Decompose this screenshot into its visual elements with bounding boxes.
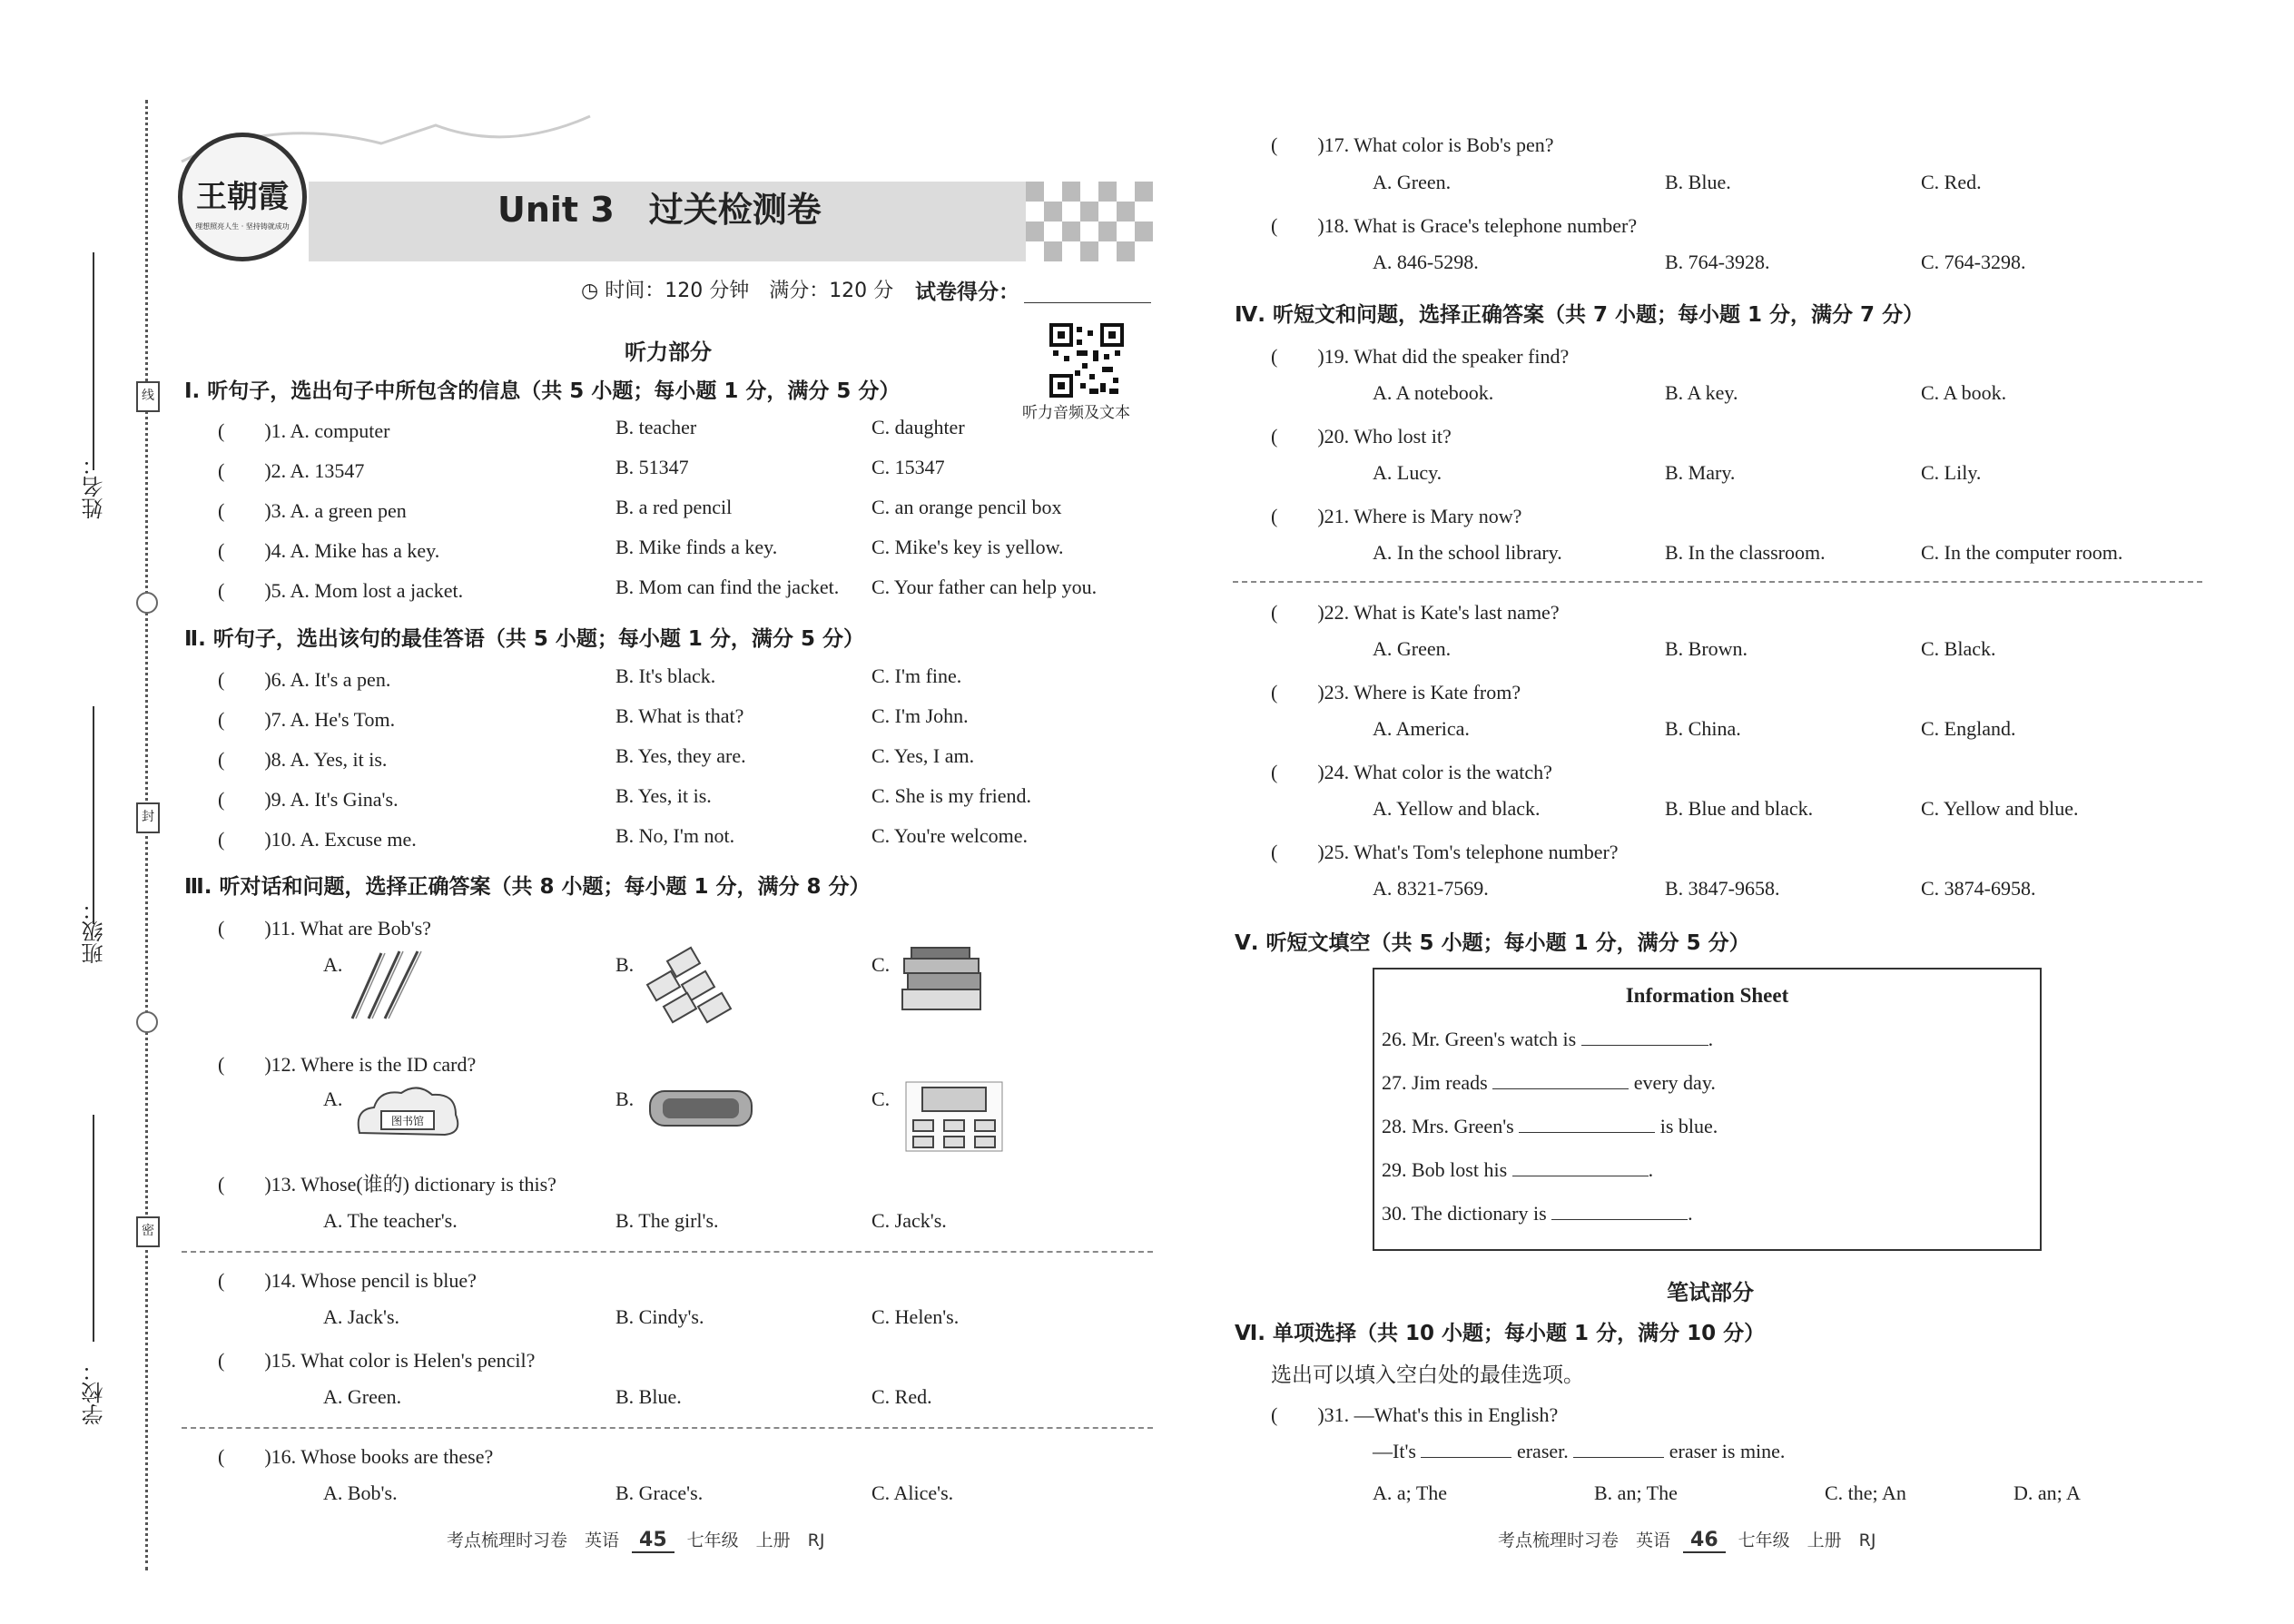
seal-mark-line: 线 <box>136 381 160 412</box>
seal-mark-seal: 封 <box>136 802 160 833</box>
information-sheet <box>1373 968 2042 1251</box>
picture-option-c-label[interactable]: C. <box>871 953 891 976</box>
option-b[interactable]: B. Blue. <box>615 1385 682 1408</box>
brand-logo: 王朝霞 理想照亮人生 · 坚持铸就成功 <box>178 133 307 261</box>
option-b[interactable]: B. a red pencil <box>615 496 733 518</box>
question-17[interactable]: ( )17. What color is Bob's pen? <box>1271 133 1554 156</box>
option-a[interactable]: A. America. <box>1373 717 1470 740</box>
page-number: 46 <box>1683 1529 1726 1553</box>
option-c[interactable]: C. She is my friend. <box>871 784 1031 807</box>
pencils-icon[interactable] <box>345 946 445 1022</box>
library-building-icon[interactable] <box>354 1080 463 1144</box>
question-25[interactable]: ( )25. What's Tom's telephone number? <box>1271 841 1619 863</box>
option-c[interactable]: C. I'm fine. <box>871 664 962 687</box>
library-sign: 图书馆 <box>390 1115 425 1127</box>
question-18[interactable]: ( )18. What is Grace's telephone number? <box>1271 214 1638 237</box>
question-20[interactable]: ( )20. Who lost it? <box>1271 425 1452 448</box>
option-a[interactable]: A. 8321-7569. <box>1373 877 1489 900</box>
option-a[interactable]: A. Lucy. <box>1373 461 1442 484</box>
binding-dotted-line <box>145 100 148 1570</box>
answer-blank-31a[interactable] <box>1421 1457 1511 1458</box>
option-b[interactable]: B. Grace's. <box>615 1481 704 1504</box>
binding-hole-icon <box>136 1011 158 1033</box>
option-a[interactable]: A. In the school library. <box>1373 541 1562 564</box>
option-c[interactable]: C. Red. <box>1921 171 1982 193</box>
books-stack-icon[interactable] <box>897 944 988 1020</box>
page-number: 45 <box>632 1529 674 1553</box>
option-b[interactable]: B. teacher <box>615 416 697 438</box>
divider <box>1233 581 2202 583</box>
clock-icon: ◷ <box>581 280 605 302</box>
option-c[interactable]: C. Yellow and blue. <box>1921 797 2079 820</box>
question-6[interactable]: ( )6. A. It's a pen. <box>218 668 391 691</box>
divider <box>182 1427 1153 1429</box>
option-a[interactable]: A. The teacher's. <box>323 1209 458 1232</box>
option-c[interactable]: C. Lily. <box>1921 461 1982 484</box>
section-4-title: Ⅳ. 听短文和问题，选择正确答案（共 7 小题；每小题 1 分，满分 7 分） <box>1235 303 1925 327</box>
question-31-sentence: —It's eraser. eraser is mine. <box>1373 1440 1786 1462</box>
option-c[interactable]: C. England. <box>1921 717 2016 740</box>
option-b[interactable]: B. Blue. <box>1665 171 1731 193</box>
section-5-title: Ⅴ. 听短文填空（共 5 小题；每小题 1 分，满分 5 分） <box>1235 931 1750 955</box>
question-9[interactable]: ( )9. A. It's Gina's. <box>218 788 399 811</box>
option-c[interactable]: C. Helen's. <box>871 1305 960 1328</box>
option-b[interactable]: B. Mom can find the jacket. <box>615 576 840 598</box>
option-b[interactable]: B. Brown. <box>1665 637 1748 660</box>
option-c[interactable]: C. Mike's key is yellow. <box>871 536 1064 558</box>
exam-meta: ◷ 时间：120 分钟 满分：120 分 <box>581 280 894 302</box>
information-sheet-title: Information Sheet <box>1625 984 1789 1007</box>
option-a[interactable]: A. Yellow and black. <box>1373 797 1541 820</box>
qr-caption: 听力音频及文本 <box>1022 404 1130 422</box>
written-heading: 笔试部分 <box>1667 1280 1754 1305</box>
picture-option-b-label[interactable]: B. <box>615 953 635 976</box>
option-c[interactable]: C. Jack's. <box>871 1209 947 1232</box>
option-b[interactable]: B. No, I'm not. <box>615 824 735 847</box>
option-b[interactable]: B. What is that? <box>615 704 744 727</box>
option-c[interactable]: C. In the computer room. <box>1921 541 2123 564</box>
question-31[interactable]: ( )31. —What's this in English? <box>1271 1403 1559 1426</box>
option-b[interactable]: B. an; The <box>1594 1481 1678 1504</box>
class-label: 班级： <box>82 899 107 964</box>
option-a[interactable]: A. Bob's. <box>323 1481 398 1504</box>
section-6-title: Ⅵ. 单项选择（共 10 小题；每小题 1 分，满分 10 分） <box>1235 1322 1766 1345</box>
picture-option-c-label[interactable]: C. <box>871 1088 891 1110</box>
question-15[interactable]: ( )15. What color is Helen's pencil? <box>218 1349 536 1372</box>
option-c[interactable]: C. Black. <box>1921 637 1996 660</box>
score-blank[interactable] <box>1024 302 1151 303</box>
option-c[interactable]: C. an orange pencil box <box>871 496 1062 518</box>
section-1-title: Ⅰ. 听句子，选出句子中所包含的信息（共 5 小题；每小题 1 分，满分 5 分） <box>184 379 901 403</box>
page-title: Unit 3 过关检测卷 <box>497 190 822 230</box>
picture-option-a-label[interactable]: A. <box>323 1088 343 1110</box>
picture-option-b-label[interactable]: B. <box>615 1088 635 1110</box>
qr-code-icon[interactable] <box>1049 323 1124 398</box>
option-a[interactable]: A. Jack's. <box>323 1305 400 1328</box>
option-b[interactable]: B. Mary. <box>1665 461 1736 484</box>
pencil-box-icon[interactable] <box>646 1086 755 1131</box>
option-c[interactable]: C. I'm John. <box>871 704 969 727</box>
answer-blank-31b[interactable] <box>1573 1457 1664 1458</box>
listening-heading: 听力部分 <box>625 340 712 365</box>
question-19[interactable]: ( )19. What did the speaker find? <box>1271 345 1570 368</box>
option-c[interactable]: C. the; An <box>1825 1481 1906 1504</box>
option-c[interactable]: C. 15347 <box>871 456 945 478</box>
option-b[interactable]: B. 3847-9658. <box>1665 877 1780 900</box>
option-c[interactable]: C. A book. <box>1921 381 2007 404</box>
question-3[interactable]: ( )3. A. a green pen <box>218 499 407 522</box>
fill-line-28: 28. Mrs. Green's is blue. <box>1382 1115 1718 1137</box>
option-b[interactable]: B. Yes, it is. <box>615 784 712 807</box>
option-a[interactable]: A. A notebook. <box>1373 381 1494 404</box>
option-d[interactable]: D. an; A <box>2013 1481 2081 1504</box>
question-11[interactable]: ( )11. What are Bob's? <box>218 917 431 940</box>
option-c[interactable]: C. 764-3298. <box>1921 251 2026 273</box>
option-b[interactable]: B. Cindy's. <box>615 1305 704 1328</box>
question-7[interactable]: ( )7. A. He's Tom. <box>218 708 396 731</box>
name-field-line <box>93 252 94 470</box>
option-a[interactable]: A. Green. <box>1373 171 1452 193</box>
section-3-title: Ⅲ. 听对话和问题，选择正确答案（共 8 小题；每小题 1 分，满分 8 分） <box>184 875 871 899</box>
section-2-title: Ⅱ. 听句子，选出该句的最佳答语（共 5 小题；每小题 1 分，满分 5 分） <box>184 627 864 651</box>
option-b[interactable]: B. A key. <box>1665 381 1738 404</box>
option-b[interactable]: B. Mike finds a key. <box>615 536 778 558</box>
fill-line-27: 27. Jim reads every day. <box>1382 1071 1716 1094</box>
answer-blank-27[interactable] <box>1492 1088 1629 1089</box>
question-22[interactable]: ( )22. What is Kate's last name? <box>1271 601 1560 624</box>
option-b[interactable]: B. Blue and black. <box>1665 797 1814 820</box>
school-field-line <box>93 1115 94 1342</box>
question-16[interactable]: ( )16. Whose books are these? <box>218 1445 494 1468</box>
picture-option-a-label[interactable]: A. <box>323 953 343 976</box>
school-label: 学校： <box>82 1360 107 1425</box>
option-c[interactable]: C. Yes, I am. <box>871 744 975 767</box>
question-12[interactable]: ( )12. Where is the ID card? <box>218 1053 477 1076</box>
question-2[interactable]: ( )2. A. 13547 <box>218 459 365 482</box>
fill-line-26: 26. Mr. Green's watch is . <box>1382 1028 1714 1050</box>
option-b[interactable]: B. Yes, they are. <box>615 744 746 767</box>
option-a[interactable]: A. a; The <box>1373 1481 1448 1504</box>
question-14[interactable]: ( )14. Whose pencil is blue? <box>218 1269 477 1292</box>
footer-left: 考点梳理时习卷 英语 45 七年级 上册 RJ <box>447 1529 825 1551</box>
footer-right: 考点梳理时习卷 英语 46 七年级 上册 RJ <box>1498 1529 1876 1551</box>
question-24[interactable]: ( )24. What color is the watch? <box>1271 761 1552 783</box>
classroom-icon[interactable] <box>904 1080 1004 1153</box>
answer-blank-26[interactable] <box>1581 1045 1708 1046</box>
option-b[interactable]: B. 51347 <box>615 456 689 478</box>
score-label: 试卷得分： <box>915 281 1019 304</box>
option-c[interactable]: C. daughter <box>871 416 965 438</box>
option-a[interactable]: A. Green. <box>1373 637 1452 660</box>
option-c[interactable]: C. 3874-6958. <box>1921 877 2036 900</box>
option-c[interactable]: C. Red. <box>871 1385 932 1408</box>
question-21[interactable]: ( )21. Where is Mary now? <box>1271 505 1522 527</box>
seal-mark-secret: 密 <box>136 1216 160 1247</box>
option-b[interactable]: B. It's black. <box>615 664 716 687</box>
option-c[interactable]: C. You're welcome. <box>871 824 1029 847</box>
fill-line-30: 30. The dictionary is . <box>1382 1202 1693 1225</box>
section-6-instruction: 选出可以填入空白处的最佳选项。 <box>1271 1363 1584 1387</box>
fill-line-29: 29. Bob lost his . <box>1382 1158 1654 1181</box>
option-c[interactable]: C. Alice's. <box>871 1481 954 1504</box>
binding-hole-icon <box>136 592 158 614</box>
option-b[interactable]: B. The girl's. <box>615 1209 719 1232</box>
question-5[interactable]: ( )5. A. Mom lost a jacket. <box>218 579 464 602</box>
answer-blank-30[interactable] <box>1551 1219 1688 1220</box>
option-a[interactable]: A. 846-5298. <box>1373 251 1479 273</box>
divider <box>182 1251 1153 1253</box>
question-23[interactable]: ( )23. Where is Kate from? <box>1271 681 1521 704</box>
class-field-line <box>93 706 94 924</box>
option-b[interactable]: B. In the classroom. <box>1665 541 1826 564</box>
name-label: 姓名： <box>82 454 107 519</box>
erasers-icon[interactable] <box>635 946 735 1028</box>
question-1[interactable]: ( )1. A. computer <box>218 419 390 442</box>
option-b[interactable]: B. China. <box>1665 717 1741 740</box>
question-10[interactable]: ( )10. A. Excuse me. <box>218 828 417 851</box>
option-b[interactable]: B. 764-3928. <box>1665 251 1770 273</box>
question-4[interactable]: ( )4. A. Mike has a key. <box>218 539 440 562</box>
option-a[interactable]: A. Green. <box>323 1385 402 1408</box>
answer-blank-28[interactable] <box>1519 1132 1655 1133</box>
option-c[interactable]: C. Your father can help you. <box>871 576 1098 598</box>
question-8[interactable]: ( )8. A. Yes, it is. <box>218 748 388 771</box>
question-13[interactable]: ( )13. Whose(谁的) dictionary is this? <box>218 1173 556 1196</box>
